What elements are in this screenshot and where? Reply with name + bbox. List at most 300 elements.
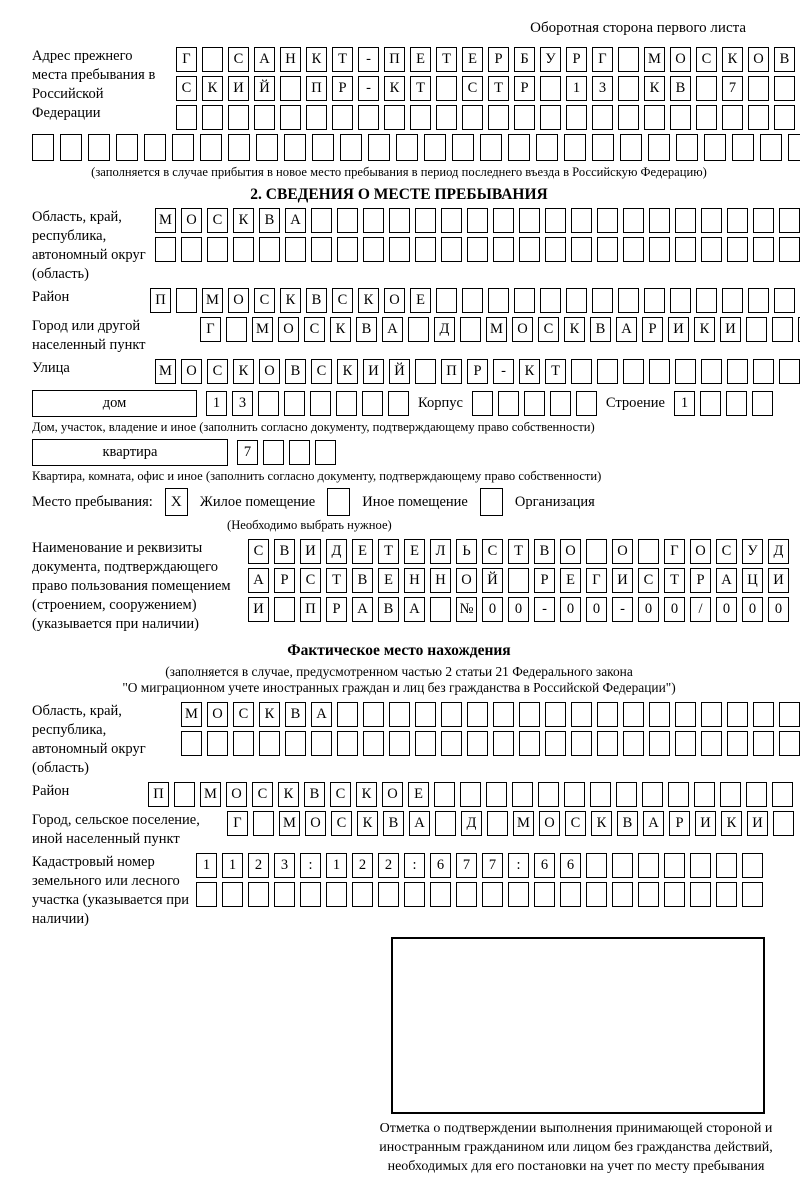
char-cell[interactable]: Т — [326, 568, 347, 593]
char-cell[interactable] — [253, 811, 274, 836]
char-cell[interactable] — [493, 208, 514, 233]
char-cell[interactable] — [202, 47, 223, 72]
char-cell[interactable]: / — [690, 597, 711, 622]
char-cell[interactable]: К — [721, 811, 742, 836]
char-cell[interactable] — [410, 105, 431, 130]
char-cell[interactable]: 6 — [560, 853, 581, 878]
char-cell[interactable] — [540, 76, 561, 101]
char-cell[interactable]: О — [690, 539, 711, 564]
char-cell[interactable] — [716, 853, 737, 878]
char-cell[interactable]: Й — [389, 359, 410, 384]
char-cell[interactable] — [280, 105, 301, 130]
char-cell[interactable]: В — [617, 811, 638, 836]
char-cell[interactable]: С — [311, 359, 332, 384]
char-cell[interactable]: Д — [461, 811, 482, 836]
char-cell[interactable]: - — [534, 597, 555, 622]
char-cell[interactable] — [467, 731, 488, 756]
char-cell[interactable] — [181, 237, 202, 262]
char-cell[interactable] — [727, 702, 748, 727]
char-cell[interactable] — [436, 288, 457, 313]
char-cell[interactable]: А — [254, 47, 275, 72]
char-cell[interactable] — [408, 317, 429, 342]
char-cell[interactable] — [493, 237, 514, 262]
char-cell[interactable]: 0 — [716, 597, 737, 622]
char-cell[interactable] — [254, 105, 275, 130]
char-cell[interactable] — [60, 134, 82, 161]
char-cell[interactable] — [172, 134, 194, 161]
stay-option-residential-checkbox[interactable]: X — [165, 488, 188, 516]
char-cell[interactable] — [144, 134, 166, 161]
char-cell[interactable]: Т — [488, 76, 509, 101]
char-cell[interactable] — [228, 134, 250, 161]
char-cell[interactable]: В — [285, 359, 306, 384]
char-cell[interactable] — [774, 288, 795, 313]
char-cell[interactable]: 0 — [586, 597, 607, 622]
char-cell[interactable] — [742, 882, 763, 907]
char-cell[interactable]: О — [560, 539, 581, 564]
char-cell[interactable] — [732, 134, 754, 161]
char-cell[interactable]: - — [358, 47, 379, 72]
char-cell[interactable] — [174, 782, 195, 807]
char-cell[interactable]: К — [280, 288, 301, 313]
char-cell[interactable]: В — [383, 811, 404, 836]
char-cell[interactable] — [441, 237, 462, 262]
char-cell[interactable] — [649, 208, 670, 233]
char-cell[interactable] — [773, 811, 794, 836]
char-cell[interactable]: Р — [642, 317, 663, 342]
stay-option-other-checkbox[interactable] — [327, 488, 350, 516]
char-cell[interactable] — [311, 731, 332, 756]
char-cell[interactable] — [352, 882, 373, 907]
char-cell[interactable] — [545, 208, 566, 233]
char-cell[interactable] — [664, 853, 685, 878]
char-cell[interactable]: В — [306, 288, 327, 313]
char-cell[interactable]: В — [590, 317, 611, 342]
char-cell[interactable] — [467, 237, 488, 262]
char-cell[interactable]: В — [670, 76, 691, 101]
char-cell[interactable]: Р — [566, 47, 587, 72]
char-cell[interactable]: С — [228, 47, 249, 72]
char-cell[interactable]: О — [207, 702, 228, 727]
char-cell[interactable]: Н — [430, 568, 451, 593]
char-cell[interactable]: К — [564, 317, 585, 342]
char-cell[interactable]: М — [202, 288, 223, 313]
char-cell[interactable] — [597, 237, 618, 262]
char-cell[interactable] — [576, 391, 597, 416]
char-cell[interactable]: Т — [436, 47, 457, 72]
char-cell[interactable]: Р — [534, 568, 555, 593]
char-cell[interactable]: 1 — [674, 391, 695, 416]
char-cell[interactable]: С — [304, 317, 325, 342]
char-cell[interactable]: 3 — [232, 391, 253, 416]
char-cell[interactable] — [514, 105, 535, 130]
char-cell[interactable]: 0 — [638, 597, 659, 622]
char-cell[interactable]: Т — [332, 47, 353, 72]
char-cell[interactable] — [752, 391, 773, 416]
char-cell[interactable] — [337, 702, 358, 727]
char-cell[interactable] — [753, 237, 774, 262]
char-cell[interactable]: 1 — [326, 853, 347, 878]
char-cell[interactable] — [675, 237, 696, 262]
char-cell[interactable]: Т — [508, 539, 529, 564]
char-cell[interactable]: И — [248, 597, 269, 622]
char-cell[interactable] — [452, 134, 474, 161]
char-cell[interactable] — [88, 134, 110, 161]
char-cell[interactable]: Д — [768, 539, 789, 564]
char-cell[interactable] — [337, 237, 358, 262]
char-cell[interactable] — [726, 391, 747, 416]
char-cell[interactable] — [623, 237, 644, 262]
char-cell[interactable]: К — [233, 208, 254, 233]
char-cell[interactable] — [753, 208, 774, 233]
char-cell[interactable]: Н — [404, 568, 425, 593]
char-cell[interactable]: М — [155, 359, 176, 384]
char-cell[interactable] — [285, 731, 306, 756]
char-cell[interactable]: А — [311, 702, 332, 727]
char-cell[interactable]: 3 — [274, 853, 295, 878]
char-cell[interactable] — [566, 288, 587, 313]
char-cell[interactable] — [202, 105, 223, 130]
char-cell[interactable] — [332, 105, 353, 130]
char-cell[interactable] — [196, 882, 217, 907]
char-cell[interactable] — [256, 134, 278, 161]
char-cell[interactable]: Е — [352, 539, 373, 564]
char-cell[interactable]: И — [747, 811, 768, 836]
char-cell[interactable] — [434, 782, 455, 807]
char-cell[interactable]: Д — [434, 317, 455, 342]
char-cell[interactable] — [720, 782, 741, 807]
char-cell[interactable]: К — [357, 811, 378, 836]
char-cell[interactable]: С — [330, 782, 351, 807]
char-cell[interactable]: О — [748, 47, 769, 72]
char-cell[interactable] — [259, 731, 280, 756]
char-cell[interactable]: В — [378, 597, 399, 622]
char-cell[interactable] — [508, 882, 529, 907]
char-cell[interactable]: В — [774, 47, 795, 72]
char-cell[interactable] — [460, 782, 481, 807]
char-cell[interactable]: У — [540, 47, 561, 72]
char-cell[interactable] — [388, 391, 409, 416]
char-cell[interactable] — [424, 134, 446, 161]
char-cell[interactable] — [746, 317, 767, 342]
char-cell[interactable] — [623, 731, 644, 756]
char-cell[interactable]: С — [696, 47, 717, 72]
char-cell[interactable] — [742, 853, 763, 878]
char-cell[interactable] — [389, 702, 410, 727]
char-cell[interactable]: 7 — [482, 853, 503, 878]
char-cell[interactable] — [285, 237, 306, 262]
char-cell[interactable]: М — [155, 208, 176, 233]
char-cell[interactable] — [536, 134, 558, 161]
char-cell[interactable] — [586, 539, 607, 564]
char-cell[interactable] — [462, 105, 483, 130]
char-cell[interactable]: 0 — [482, 597, 503, 622]
char-cell[interactable]: К — [233, 359, 254, 384]
char-cell[interactable] — [690, 882, 711, 907]
char-cell[interactable]: О — [382, 782, 403, 807]
char-cell[interactable] — [181, 731, 202, 756]
char-cell[interactable]: С — [482, 539, 503, 564]
char-cell[interactable]: Г — [586, 568, 607, 593]
char-cell[interactable] — [618, 47, 639, 72]
char-cell[interactable] — [727, 359, 748, 384]
char-cell[interactable]: Й — [254, 76, 275, 101]
char-cell[interactable] — [722, 105, 743, 130]
char-cell[interactable]: О — [456, 568, 477, 593]
char-cell[interactable]: С — [176, 76, 197, 101]
char-cell[interactable]: 1 — [196, 853, 217, 878]
char-cell[interactable]: Е — [410, 288, 431, 313]
char-cell[interactable] — [586, 853, 607, 878]
char-cell[interactable] — [670, 105, 691, 130]
char-cell[interactable] — [306, 105, 327, 130]
char-cell[interactable] — [493, 702, 514, 727]
char-cell[interactable] — [701, 731, 722, 756]
char-cell[interactable] — [358, 105, 379, 130]
char-cell[interactable] — [716, 882, 737, 907]
char-cell[interactable] — [550, 391, 571, 416]
char-cell[interactable]: : — [300, 853, 321, 878]
char-cell[interactable] — [435, 811, 456, 836]
char-cell[interactable]: А — [616, 317, 637, 342]
char-cell[interactable]: Т — [378, 539, 399, 564]
char-cell[interactable] — [649, 731, 670, 756]
char-cell[interactable]: К — [356, 782, 377, 807]
char-cell[interactable]: К — [694, 317, 715, 342]
char-cell[interactable] — [675, 731, 696, 756]
char-cell[interactable] — [649, 237, 670, 262]
char-cell[interactable] — [597, 359, 618, 384]
char-cell[interactable]: А — [409, 811, 430, 836]
char-cell[interactable] — [592, 288, 613, 313]
char-cell[interactable] — [774, 105, 795, 130]
char-cell[interactable]: А — [382, 317, 403, 342]
char-cell[interactable] — [560, 882, 581, 907]
char-cell[interactable] — [620, 134, 642, 161]
char-cell[interactable] — [436, 76, 457, 101]
char-cell[interactable] — [404, 882, 425, 907]
char-cell[interactable] — [586, 882, 607, 907]
char-cell[interactable] — [200, 134, 222, 161]
char-cell[interactable] — [638, 882, 659, 907]
char-cell[interactable]: С — [331, 811, 352, 836]
house-type-box[interactable]: дом — [32, 390, 197, 417]
char-cell[interactable] — [311, 208, 332, 233]
char-cell[interactable] — [508, 134, 530, 161]
char-cell[interactable]: К — [330, 317, 351, 342]
char-cell[interactable]: О — [384, 288, 405, 313]
char-cell[interactable]: С — [462, 76, 483, 101]
char-cell[interactable] — [760, 134, 782, 161]
char-cell[interactable] — [519, 208, 540, 233]
char-cell[interactable]: К — [591, 811, 612, 836]
char-cell[interactable]: А — [404, 597, 425, 622]
char-cell[interactable] — [415, 702, 436, 727]
char-cell[interactable] — [155, 237, 176, 262]
char-cell[interactable] — [722, 288, 743, 313]
char-cell[interactable]: К — [259, 702, 280, 727]
char-cell[interactable] — [300, 882, 321, 907]
char-cell[interactable] — [696, 105, 717, 130]
char-cell[interactable]: С — [538, 317, 559, 342]
char-cell[interactable] — [618, 76, 639, 101]
char-cell[interactable]: О — [278, 317, 299, 342]
char-cell[interactable] — [772, 782, 793, 807]
char-cell[interactable]: Г — [227, 811, 248, 836]
char-cell[interactable]: Ц — [742, 568, 763, 593]
char-cell[interactable] — [701, 702, 722, 727]
char-cell[interactable]: : — [404, 853, 425, 878]
char-cell[interactable]: А — [643, 811, 664, 836]
char-cell[interactable] — [696, 76, 717, 101]
char-cell[interactable]: С — [207, 208, 228, 233]
char-cell[interactable] — [498, 391, 519, 416]
char-cell[interactable]: О — [228, 288, 249, 313]
char-cell[interactable]: Е — [408, 782, 429, 807]
char-cell[interactable]: 7 — [456, 853, 477, 878]
char-cell[interactable]: М — [181, 702, 202, 727]
char-cell[interactable]: Р — [326, 597, 347, 622]
char-cell[interactable] — [226, 317, 247, 342]
char-cell[interactable]: И — [668, 317, 689, 342]
char-cell[interactable]: П — [300, 597, 321, 622]
char-cell[interactable] — [207, 237, 228, 262]
char-cell[interactable] — [571, 731, 592, 756]
char-cell[interactable] — [415, 237, 436, 262]
char-cell[interactable] — [649, 702, 670, 727]
char-cell[interactable] — [571, 237, 592, 262]
char-cell[interactable] — [538, 782, 559, 807]
char-cell[interactable]: П — [150, 288, 171, 313]
char-cell[interactable] — [488, 288, 509, 313]
char-cell[interactable] — [772, 317, 793, 342]
char-cell[interactable] — [32, 134, 54, 161]
char-cell[interactable] — [310, 391, 331, 416]
char-cell[interactable]: И — [720, 317, 741, 342]
char-cell[interactable] — [233, 731, 254, 756]
char-cell[interactable] — [415, 731, 436, 756]
char-cell[interactable] — [519, 237, 540, 262]
char-cell[interactable]: И — [228, 76, 249, 101]
char-cell[interactable]: 7 — [722, 76, 743, 101]
char-cell[interactable]: 1 — [222, 853, 243, 878]
char-cell[interactable] — [597, 702, 618, 727]
char-cell[interactable] — [415, 208, 436, 233]
char-cell[interactable] — [315, 440, 336, 465]
char-cell[interactable]: 2 — [248, 853, 269, 878]
char-cell[interactable]: С — [300, 568, 321, 593]
char-cell[interactable]: 1 — [566, 76, 587, 101]
char-cell[interactable]: 2 — [378, 853, 399, 878]
char-cell[interactable] — [436, 105, 457, 130]
char-cell[interactable]: С — [248, 539, 269, 564]
char-cell[interactable] — [564, 134, 586, 161]
char-cell[interactable] — [176, 105, 197, 130]
char-cell[interactable] — [727, 237, 748, 262]
char-cell[interactable] — [623, 359, 644, 384]
char-cell[interactable]: Ь — [456, 539, 477, 564]
char-cell[interactable] — [694, 782, 715, 807]
char-cell[interactable] — [467, 208, 488, 233]
char-cell[interactable]: И — [612, 568, 633, 593]
char-cell[interactable]: О — [612, 539, 633, 564]
char-cell[interactable]: М — [252, 317, 273, 342]
char-cell[interactable] — [779, 208, 800, 233]
char-cell[interactable] — [638, 539, 659, 564]
char-cell[interactable] — [670, 288, 691, 313]
char-cell[interactable] — [566, 105, 587, 130]
char-cell[interactable]: М — [513, 811, 534, 836]
char-cell[interactable]: М — [200, 782, 221, 807]
char-cell[interactable]: Е — [410, 47, 431, 72]
char-cell[interactable] — [512, 782, 533, 807]
char-cell[interactable] — [228, 105, 249, 130]
char-cell[interactable]: Е — [462, 47, 483, 72]
char-cell[interactable] — [746, 782, 767, 807]
char-cell[interactable] — [389, 731, 410, 756]
char-cell[interactable] — [467, 702, 488, 727]
char-cell[interactable] — [545, 237, 566, 262]
char-cell[interactable]: 3 — [592, 76, 613, 101]
char-cell[interactable]: И — [300, 539, 321, 564]
char-cell[interactable] — [644, 288, 665, 313]
char-cell[interactable]: М — [644, 47, 665, 72]
char-cell[interactable] — [337, 208, 358, 233]
char-cell[interactable]: М — [486, 317, 507, 342]
char-cell[interactable] — [675, 359, 696, 384]
char-cell[interactable] — [363, 702, 384, 727]
char-cell[interactable]: С — [716, 539, 737, 564]
char-cell[interactable] — [472, 391, 493, 416]
char-cell[interactable] — [508, 568, 529, 593]
char-cell[interactable] — [597, 731, 618, 756]
char-cell[interactable]: О — [181, 359, 202, 384]
char-cell[interactable]: О — [305, 811, 326, 836]
char-cell[interactable] — [524, 391, 545, 416]
char-cell[interactable]: 0 — [560, 597, 581, 622]
char-cell[interactable] — [648, 134, 670, 161]
char-cell[interactable] — [616, 782, 637, 807]
char-cell[interactable] — [727, 208, 748, 233]
char-cell[interactable]: А — [716, 568, 737, 593]
char-cell[interactable] — [248, 882, 269, 907]
char-cell[interactable] — [618, 288, 639, 313]
char-cell[interactable]: В — [534, 539, 555, 564]
char-cell[interactable] — [774, 76, 795, 101]
char-cell[interactable] — [258, 391, 279, 416]
char-cell[interactable] — [441, 731, 462, 756]
char-cell[interactable]: Р — [669, 811, 690, 836]
char-cell[interactable]: В — [274, 539, 295, 564]
char-cell[interactable]: А — [352, 597, 373, 622]
char-cell[interactable] — [363, 731, 384, 756]
char-cell[interactable] — [514, 288, 535, 313]
char-cell[interactable] — [571, 359, 592, 384]
char-cell[interactable] — [675, 208, 696, 233]
char-cell[interactable] — [623, 702, 644, 727]
char-cell[interactable]: Н — [280, 47, 301, 72]
char-cell[interactable]: К — [644, 76, 665, 101]
char-cell[interactable] — [700, 391, 721, 416]
char-cell[interactable] — [460, 317, 481, 342]
char-cell[interactable] — [378, 882, 399, 907]
char-cell[interactable]: С — [254, 288, 275, 313]
char-cell[interactable] — [116, 134, 138, 161]
char-cell[interactable] — [545, 731, 566, 756]
char-cell[interactable]: Л — [430, 539, 451, 564]
char-cell[interactable] — [274, 597, 295, 622]
char-cell[interactable] — [597, 208, 618, 233]
